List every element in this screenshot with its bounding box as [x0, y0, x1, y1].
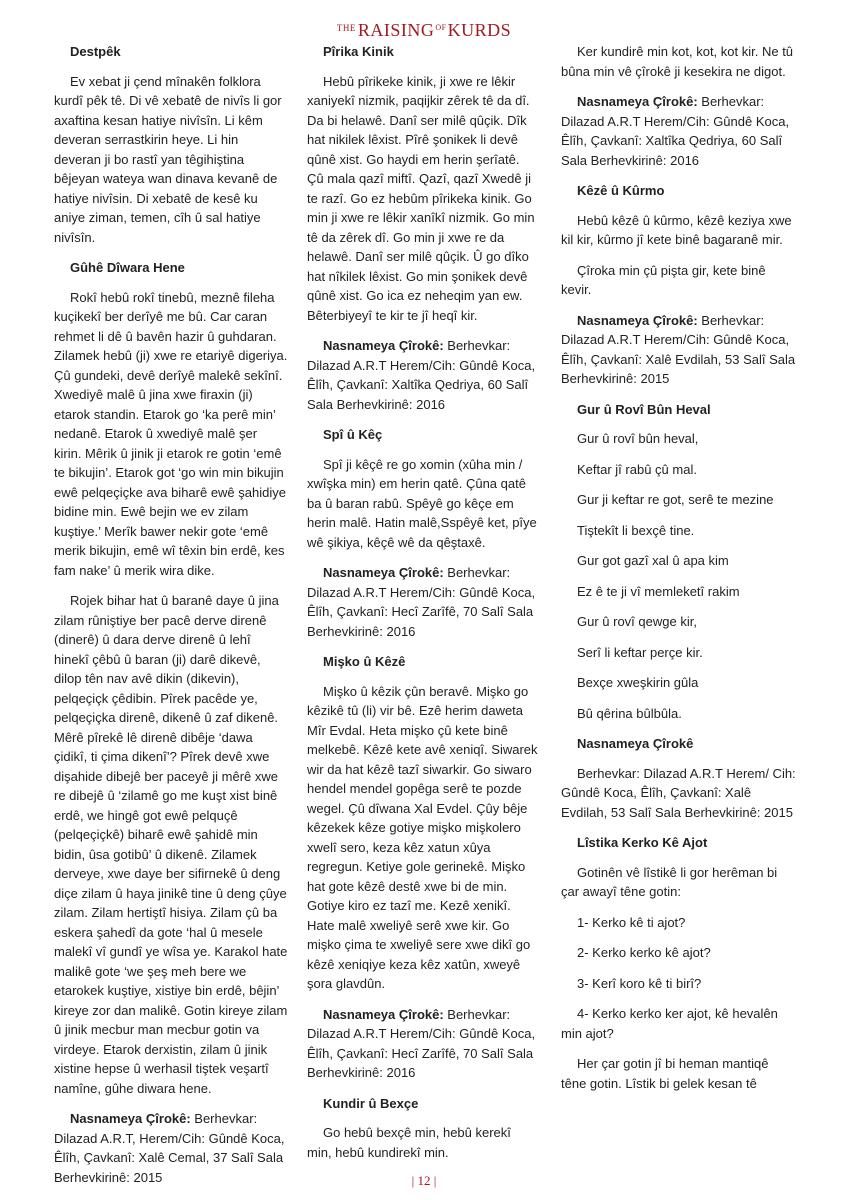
- story-source: [561, 92, 797, 170]
- page-number: | 12 |: [411, 1173, 437, 1188]
- poem-line: Tiştekît li bexçê tine.: [577, 522, 695, 538]
- magazine-masthead: [0, 20, 848, 41]
- paragraph-listika-intro: Gotinên vê lîstikê li gor herêman bi çar awayî têne gotin:: [561, 864, 778, 899]
- poem-line: Bexçe xweşkirin gûla: [577, 675, 699, 690]
- paragraph-spi-u-kec: Spî ji kêçê re go xomin (xûha min / xwîşka min) em herin qatê. Çûna qatê ba û baran rabû. Spêyê go kêçe em herin malê. Hatin malê,Sspêyê ket, pîye wê şikiya, kêçê wê da qêştaxê.: [307, 456, 537, 550]
- masthead-of: OF: [435, 23, 447, 32]
- paragraph-misko-u-keze: Mişko û kêzik çûn beravê. Mişko go kêzikê tû (li) vir bê. Ezê herim daweta Mîr Evdal. Heta mişko çû kete binê melkebê. Kêzê kete avê xeniqî. Siwarek wir da hat kêzê tazî siwarkir. Go siwaro hendel mendel gopêga serê te pozde wegel. Çû dîwana Xal Evdel. Çûy bêje kêzekek kêze gotiye mişko mişkolero xwelî sero, keza kêz xatun xûya regregun. Ketiye gole gerinekê. Mişko hat gote kêzê destê xwe bi de min. Gotiye kiro ez tazî me. Kezê xenikî. Hate malê xweliyê serê xwe kir. Go mişko çima te xweliyê sere xwe dikî go kêzê xeniqiye keza kêz xatûn, xweyê şora glavdûn.: [307, 683, 538, 991]
- list-item: 3- Kerî koro kê ti birî?: [577, 975, 702, 991]
- paragraph-story-2: Rojek bihar hat û baranê daye û jina zilam rûniştiye ber pacê derve direnê (dinerê) û dara derve direnê û lehî hinekî çêbû û baran (ji) darê dikevê, dilop tên nav avê dikin (dikevin), pelqeçiçk çêdibin. Pîrek pacêde ye, pelqeçiçka direnê, dikenê û zaf dikenê. Mêrê pîrekê lê direnê dibêje ‘dawa çidikî, ti çima dikenî’? Pîrek devê xwe dişahide dibejê ber paceyê ji mêrê xwe re dibejê û ‘zilamê go me kuşt xist binê erdê, we hingê got ewê pelquçê (pelqeçiçkê) biharê ewê şahidê min bidin, ûsa gotibû’ û dikenê. Zilamek derveye, xwe daye ber sifirnekê û deng diçe zilam û haya jinikê tine û deng çûye zilam. Zilam hertiştî hisiya. Zilam çû ba eskera şahedî da gote ‘hal û mesele malekî vî gundî ye wîsa ye. Karakol hate malikê gote ‘we şeş meh bere we etarokek kuştiye, xistiye bin erdê, bêjin’ kireye zor dan malikê. Gotin kireye zilam û jinik mecbur man mecbur gotin va virdeye. Etarok derxistin, zilam û jinik xistine hepse û werhasil tiştek veşartî namîne, gûhe diwara hene.: [54, 593, 288, 1096]
- poem-line: Ez ê te ji vî memleketî rakim: [577, 583, 740, 599]
- story-source-text: Berhevkar: Dilazad A.R.T Herem/Cih: Gûndê Koca, Êlîh, Çavkanî: Hecî Zarîfê, 70 Salî Sala Berhevkirinê: 2016: [307, 565, 536, 639]
- paragraph-intro: Ev xebat ji çend mînakên folklora kurdî pêk tê. Di vê xebatê de nivîs li gor axaftina kesan hatiye nivîsîn. Li kêm deveran serrastkirin heye. Li hin deveran ji bo rastî yan têgihiştina bêjeyan wateya wan dinava kevanê de hatiye nivîsin. Di xebatê de kesê ku aniye ziman, temen, cîh û sal hatiye nivîsîn.: [54, 73, 282, 245]
- paragraph-listika-rules: Her çar gotin jî bi heman mantiqê têne gotin. Lîstik bi gelek kesan tê: [561, 1056, 769, 1091]
- story-source-text: Berhevkar: Dilazad A.R.T, Herem/Cih: Gûndê Koca, Êlîh, Çavkanî: Xalê Cemal, 37 Salî Sala Berhevkirinê: 2015: [54, 1111, 285, 1185]
- column-2: [307, 42, 539, 1173]
- story-source-label: Nasnameya Çîrokê:: [323, 338, 444, 353]
- story-source-text: Berhevkar: Dilazad A.R.T Herem/Cih: Gûndê Koca, Êlîh, Çavkanî: Xaltîka Qedriya, 60 Salî Sala Berhevkirinê: 2016: [307, 338, 536, 412]
- heading-gur-u-rovi: Gur û Rovî Bûn Heval: [577, 401, 711, 417]
- heading-listika-kerko: Lîstika Kerko Kê Ajot: [577, 835, 708, 850]
- poem-line: Serî li keftar perçe kir.: [577, 644, 703, 660]
- story-source: [307, 1005, 539, 1083]
- heading-kundir-u-bexce: Kundir û Bexçe: [323, 1095, 419, 1111]
- story-source-label: Nasnameya Çîrokê:: [577, 312, 698, 328]
- heading-nasnameya-ciroke: Nasnameya Çîrokê: [577, 736, 694, 751]
- masthead-raising: RAISING: [357, 20, 435, 40]
- poem-line: Gur û rovî qewge kir,: [577, 614, 697, 629]
- story-source-label: Nasnameya Çîrokê:: [323, 565, 444, 580]
- list-item: 4- Kerko kerko ker ajot, kê hevalên min ajot?: [561, 1006, 778, 1041]
- heading-spi-u-kec: Spî û Kêç: [323, 427, 383, 442]
- list-item: 1- Kerko kê ti ajot?: [577, 914, 686, 930]
- poem-line: Bû qêrina bûlbûla.: [577, 705, 682, 721]
- paragraph-pirika-kinik: Hebû pîrikeke kinik, ji xwe re lêkir xaniyekî nizmik, paqijkir zêrek tê da dî. Da bi helawê. Danî ser milê qûçik. Dîk hat nikilek lêxist. Pîrê şonikek li devê qûnê xist. Go haydi em herin şerîatê. Çû mala qazî miftî. Qazî, qazî Xwedê ji te razî. Go ez hebûm pîrikeka kinik. Go min ji xwe re lêkir xanîkî nizmik. Go min tê da zêrek dî. Go min ji xwe re da helawê. Danî ser milê qûçik. Û go dîko hat nîkilek lêxist. Go min şonikek devê qûnê xist. Go ica ez neheqim yan ew. Bêterbiyeyî te kir te jî heqî kir.: [307, 73, 535, 323]
- story-source-label: Nasnameya Çîrokê:: [323, 1006, 444, 1022]
- paragraph-keze-u-kurmo-1: Hebû kêzê û kûrmo, kêzê keziya xwe kil kir, kûrmo jî kete binê bagaranê mir.: [561, 212, 792, 247]
- story-source-label: Nasnameya Çîrokê:: [70, 1111, 191, 1126]
- poem-line: Gur got gazî xal û apa kim: [577, 553, 729, 568]
- column-1: [54, 42, 288, 1198]
- heading-keze-u-kurmo: Kêzê û Kûrmo: [577, 183, 665, 198]
- masthead-kurds: KURDS: [447, 20, 512, 40]
- heading-destpek: Destpêk: [70, 44, 121, 59]
- heading-pirika-kinik: Pîrika Kinik: [323, 44, 394, 59]
- poem-line: Gur ji keftar re got, serê te mezine: [577, 492, 774, 507]
- column-3: [561, 42, 797, 1104]
- masthead-the: THE: [336, 23, 356, 33]
- poem-line: Gur û rovî bûn heval,: [577, 431, 699, 446]
- paragraph-story-1: Rokî hebû rokî tinebû, meznê fileha kuçikekî ber derîyê me bû. Car caran rehmet li dê û bavên hazir û guhdaran. Zilamek hebû (ji) xwe re etariyê digeriya. Çû gundeki, devê derîyê malekê sekînî. Xwediyê malê û jina xwe firaxin (ji) etarok standin. Etarok go ‘ka perê min’ nedanê. Etarok û xwediyê malê şer kirin. Mêrik û jinik ji etarok re gotin ‘emê te bikujin’. Etarok got ‘go win min bikujin ewê pelqeçiçke ava biharê ewê şahidiye bidine min. Ewê bejin we ev zilam kuştiye.’ Merîk bawer nekir gote ‘emê merik bikujin, emê wî têxin bin erdê, kes fam nake’ û merik wira dike.: [54, 289, 288, 578]
- story-source: [307, 336, 539, 414]
- heading-guhe-diwara-hene: Gûhê Dîwara Hene: [70, 260, 185, 275]
- story-source-text: Berhevkar: Dilazad A.R.T Herem/Cih: Gûndê Koca, Êlîh, Çavkanî: Hecî Zarîfê, 70 Salî Sala Berhevkirinê: 2016: [307, 1006, 536, 1080]
- story-source-text: Berhevkar: Dilazad A.R.T Herem/Cih: Gûndê Koca, Êlîh, Çavkanî: Xaltîka Qedriya, 60 Salî Sala Berhevkirinê: 2016: [561, 94, 790, 168]
- paragraph-keze-u-kurmo-2: Çîroka min çû pişta gir, kete binê kevir.: [561, 262, 766, 297]
- story-source-text: Berhevkar: Dilazad A.R.T Herem/ Cih: Gûndê Koca, Êlîh, Çavkanî: Xalê Evdilah, 53 Salî Sala Berhevkirinê: 2015: [561, 765, 796, 820]
- paragraph-kundir-u-bexce: Go hebû bexçê min, hebû kerekî min, hebû kundirekî min.: [307, 1125, 511, 1160]
- story-source: [561, 311, 797, 389]
- poem-line: Keftar jî rabû çû mal.: [577, 461, 697, 477]
- story-source-label: Nasnameya Çîrokê:: [577, 94, 698, 109]
- story-source: [307, 563, 539, 641]
- list-item: 2- Kerko kerko kê ajot?: [577, 945, 711, 960]
- story-source-text: Berhevkar: Dilazad A.R.T Herem/Cih: Gûndê Koca, Êlîh, Çavkanî: Xalê Evdilah, 53 Salî Sala Berhevkirinê: 2015: [561, 312, 796, 386]
- paragraph-kundir-continued: Ker kundirê min kot, kot, kot kir. Ne tû bûna min vê çîrokê ji kesekira ne digot.: [561, 44, 794, 79]
- heading-misko-u-keze: Mişko û Kêzê: [323, 654, 406, 669]
